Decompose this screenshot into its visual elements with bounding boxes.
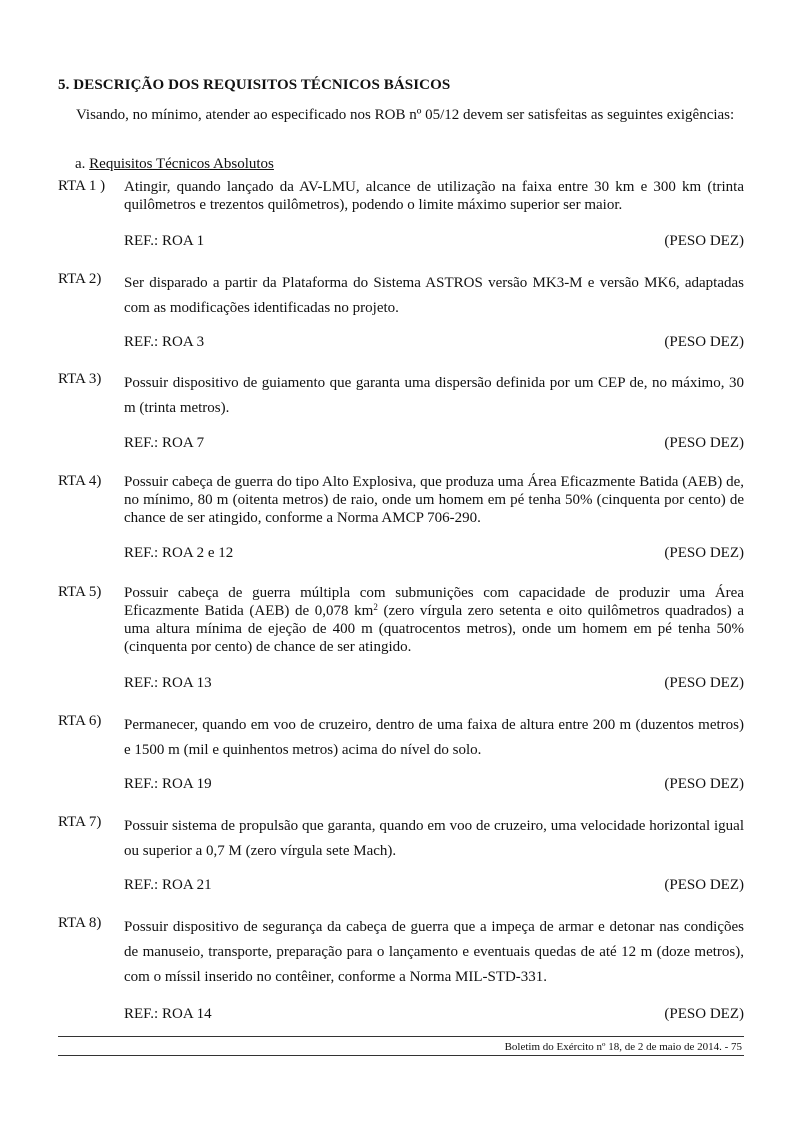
requirement-ref-rta-7 [124,877,744,894]
ref-label: REF.: ROA 3 [124,334,205,350]
ref-label: REF.: ROA 7 [124,435,205,451]
ref-label: REF.: ROA 14 [124,1006,212,1022]
requirement-ref-rta-6 [124,776,744,793]
requirement-text: Ser disparado a partir da Plataforma do Sistema ASTROS versão MK3-M e versão MK6, adaptadas com as modificações identificadas no projeto. [124,275,744,316]
requirement-ref-rta-5 [124,675,744,692]
subsection-prefix: a. [75,156,90,172]
weight-label: (PESO DEZ) [664,877,744,893]
requirement-text: Possuir dispositivo de segurança da cabeça de guerra que a impeça de armar e detonar nas condições de manuseio, transporte, preparação para o lançamento e eventuais quedas de até 12 m (doze metros), com o míssil inserido no contêiner, conforme a Norma MIL-STD-331. [124,919,744,985]
requirement-code: RTA 6) [58,713,102,729]
requirement-text: Possuir sistema de propulsão que garanta, quando em voo de cruzeiro, uma velocidade horizontal igual ou superior a 0,7 M (zero vírgula sete Mach). [124,818,744,859]
requirement-code: RTA 8) [58,915,102,931]
requirement-ref-rta-8 [124,1006,744,1023]
footer-rule-bottom [58,1055,744,1056]
requirement-text: Possuir dispositivo de guiamento que garanta uma dispersão definida por um CEP de, no máximo, 30 m (trinta metros). [124,375,744,416]
requirement-ref-rta-3 [124,435,744,452]
ref-label: REF.: ROA 1 [124,233,205,249]
weight-label: (PESO DEZ) [664,435,744,451]
footer-rule-top [58,1036,744,1037]
intro-paragraph: Visando, no mínimo, atender ao especificado nos ROB nº 05/12 devem ser satisfeitas as seguintes exigências: [76,107,735,123]
weight-label: (PESO DEZ) [664,545,744,561]
requirement-text: Possuir cabeça de guerra do tipo Alto Explosiva, que produza uma Área Eficazmente Batida (AEB) de, no mínimo, 80 m (oitenta metros) de raio, onde um homem em pé tenha 50% (cinquenta por cento) de chance de ser atingido, conforme a Norma AMCP 706-290. [124,474,744,526]
weight-label: (PESO DEZ) [664,776,744,792]
requirement-code: RTA 5) [58,584,102,600]
requirement-code: RTA 4) [58,473,102,489]
requirement-ref-rta-1 [124,233,744,250]
requirement-code: RTA 3) [58,371,102,387]
requirement-text-part-a: Possuir cabeça de guerra múltipla com submunições com capacidade de produzir uma Área Eficazmente Batida (AEB) de 0,078 km [124,585,744,619]
ref-label: REF.: ROA 21 [124,877,212,893]
requirement-text [124,584,744,656]
section-heading: 5. DESCRIÇÃO DOS REQUISITOS TÉCNICOS BÁSICOS [58,77,451,93]
superscript-two: 2 [373,602,378,612]
requirement-code: RTA 7) [58,814,102,830]
requirement-text: Permanecer, quando em voo de cruzeiro, dentro de uma faixa de altura entre 200 m (duzentos metros) e 1500 m (mil e quinhentos metros) acima do nível do solo. [124,717,744,758]
subsection-title: Requisitos Técnicos Absolutos [89,156,274,172]
weight-label: (PESO DEZ) [664,334,744,350]
requirement-ref-rta-4 [124,545,744,562]
ref-label: REF.: ROA 19 [124,776,212,792]
requirement-code: RTA 2) [58,271,102,287]
requirement-ref-rta-2 [124,334,744,351]
requirement-code: RTA 1 ) [58,178,106,194]
weight-label: (PESO DEZ) [664,1006,744,1022]
requirement-text: Atingir, quando lançado da AV-LMU, alcance de utilização na faixa entre 30 km e 300 km (trinta quilômetros e trezentos quilômetros), podendo o limite máximo superior ser maior. [124,179,744,213]
ref-label: REF.: ROA 2 e 12 [124,545,234,561]
subsection-heading [75,156,274,173]
requirement-text-part-b: (zero vírgula zero setenta e oito quilômetros quadrados) a uma altura mínima de ejeção de 400 m (quatrocentos metros), onde um homem em pé tenha 50% (cinquenta por cento) de chance de ser atingido. [124,603,745,655]
weight-label: (PESO DEZ) [664,675,744,691]
page-footer: Boletim do Exército nº 18, de 2 de maio de 2014. - 75 [504,1041,742,1053]
ref-label: REF.: ROA 13 [124,675,212,691]
weight-label: (PESO DEZ) [664,233,744,249]
